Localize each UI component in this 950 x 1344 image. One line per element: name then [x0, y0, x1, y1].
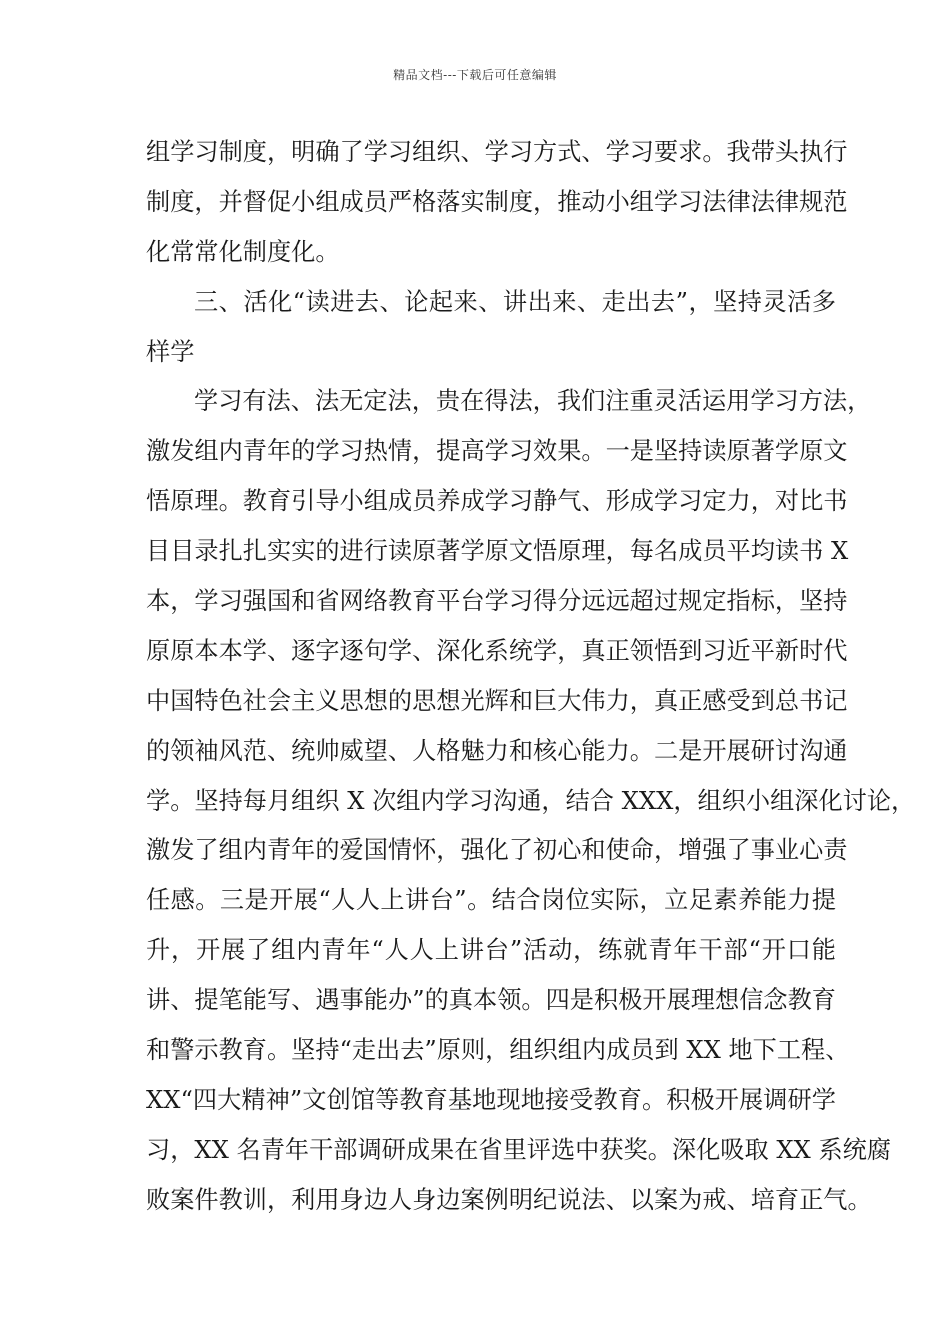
text-line: 和警示教育。坚持“走出去”原则，组织组内成员到 XX 地下工程、 [146, 1036, 850, 1065]
text-line: 三、活化“读进去、论起来、讲出来、走出去”，坚持灵活多 [194, 287, 836, 316]
text-line: 讲、提笔能写、遇事能办”的真本领。四是积极开展理想信念教育 [146, 986, 836, 1015]
text-line: 样学 [146, 337, 195, 366]
text-line: 的领袖风范、统帅威望、人格魅力和核心能力。二是开展研讨沟通 [146, 736, 848, 765]
text-line: 任感。三是开展“人人上讲台”。结合岗位实际，立足素养能力提 [146, 886, 836, 915]
text-line: 中国特色社会主义思想的思想光辉和巨大伟力，真正感受到总书记 [146, 686, 848, 715]
text-line: 原原本本学、逐字逐句学、深化系统学，真正领悟到习近平新时代 [146, 636, 848, 665]
page-header: 精品文档---下载后可任意编辑 [393, 68, 557, 82]
document-body [146, 128, 916, 1226]
text-line: 组学习制度，明确了学习组织、学习方式、学习要求。我带头执行 [146, 138, 848, 166]
text-line: 升，开展了组内青年“人人上讲台”活动，练就青年干部“开口能 [146, 936, 836, 965]
text-line: 制度，并督促小组成员严格落实制度，推动小组学习法律法律规范 [146, 187, 848, 216]
text-line: 化常常化制度化。 [146, 237, 340, 266]
text-line: 败案件教训，利用身边人身边案例明纪说法、以案为戒、培育正气。 [146, 1185, 872, 1214]
text-line: 学习有法、法无定法，贵在得法，我们注重灵活运用学习方法， [194, 387, 872, 416]
text-line: 目目录扎扎实实的进行读原著学原文悟原理，每名成员平均读书 X [146, 537, 849, 566]
text-line: 激发组内青年的学习热情，提高学习效果。一是坚持读原著学原文 [146, 437, 848, 466]
text-line: 激发了组内青年的爱国情怀，强化了初心和使命，增强了事业心责 [146, 836, 848, 865]
text-line: 本，学习强国和省网络教育平台学习得分远远超过规定指标，坚持 [146, 587, 848, 616]
text-line: 习，XX 名青年干部调研成果在省里评选中获奖。深化吸取 XX 系统腐 [146, 1135, 892, 1164]
text-line: 学。坚持每月组织 X 次组内学习沟通，结合 XXX，组织小组深化讨论， [146, 786, 916, 815]
text-line: XX“四大精神”文创馆等教育基地现地接受教育。积极开展调研学 [146, 1085, 836, 1114]
text-line: 悟原理。教育引导小组成员养成学习静气、形成学习定力，对比书 [146, 487, 848, 516]
